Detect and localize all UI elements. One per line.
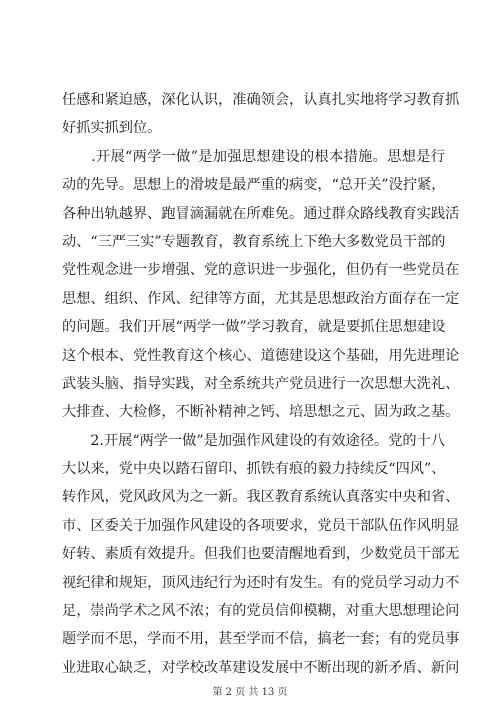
text-line: 各种出轨越界、跑冒滴漏就在所难免。通过群众路线教育实践活: [62, 205, 460, 222]
text-line: 视纪律和规矩，顶风违纪行为还时有发生。有的党员学习动力不: [62, 574, 460, 591]
text-line: 思想、组织、作风、纪律等方面，尤其是思想政治方面存在一定: [62, 290, 460, 307]
text-line: 任感和紧迫感，深化认识，准确领会，认真扎实地将学习教育抓: [62, 92, 460, 108]
document-body: [62, 86, 460, 682]
text-line: 转作风，党风政风为之一新。我区教育系统认真落实中央和省、: [62, 489, 460, 506]
text-line: .开展“两学一做”是加强思想建设的根本措施。思想是行: [62, 148, 445, 165]
text-line: 的问题。我们开展“两学一做”学习教育，就是要抓住思想建设: [62, 319, 446, 336]
text-line: 动、“三严三实”专题教育，教育系统上下绝大多数党员干部的: [62, 233, 446, 250]
text-line: 武装头脑、指导实践，对全系统共产党员进行一次思想大洗礼、: [62, 375, 460, 392]
text-line: 市、区委关于加强作风建设的各项要求，党员干部队伍作风明显: [62, 517, 460, 534]
text-line: 足，崇尚学术之风不浓；有的党员信仰模糊，对重大思想理论问: [62, 603, 460, 620]
text-line: 好转、素质有效提升。但我们也要清醒地看到，少数党员干部无: [62, 546, 460, 563]
text-line: 大以来，党中央以踏石留印、抓铁有痕的毅力持续反“四风”、: [62, 461, 446, 478]
text-line: 动的先导。思想上的滑坡是最严重的病变，“总开关”没拧紧，: [62, 177, 446, 194]
text-line: 好抓实抓到位。: [62, 120, 162, 137]
text-line: 题学而不思，学而不用，甚至学而不信，搞老一套；有的党员事: [62, 631, 460, 648]
text-line: 这个根本、党性教育这个核心、道德建设这个基础，用先进理论: [62, 347, 460, 364]
page-number-footer: 第 2 页 共 13 页: [212, 687, 288, 698]
text-line: 2.开展“两学一做”是加强作风建设的有效途径。党的十八: [62, 432, 445, 449]
text-line: 大排查、大检修，不断补精神之钙、培思想之元、固为政之基。: [62, 404, 460, 421]
text-line: 业进取心缺乏，对学校改革建设发展中不断出现的新矛盾、新问: [62, 659, 460, 676]
text-line: 党性观念进一步增强、党的意识进一步强化，但仍有一些党员在: [62, 262, 460, 279]
